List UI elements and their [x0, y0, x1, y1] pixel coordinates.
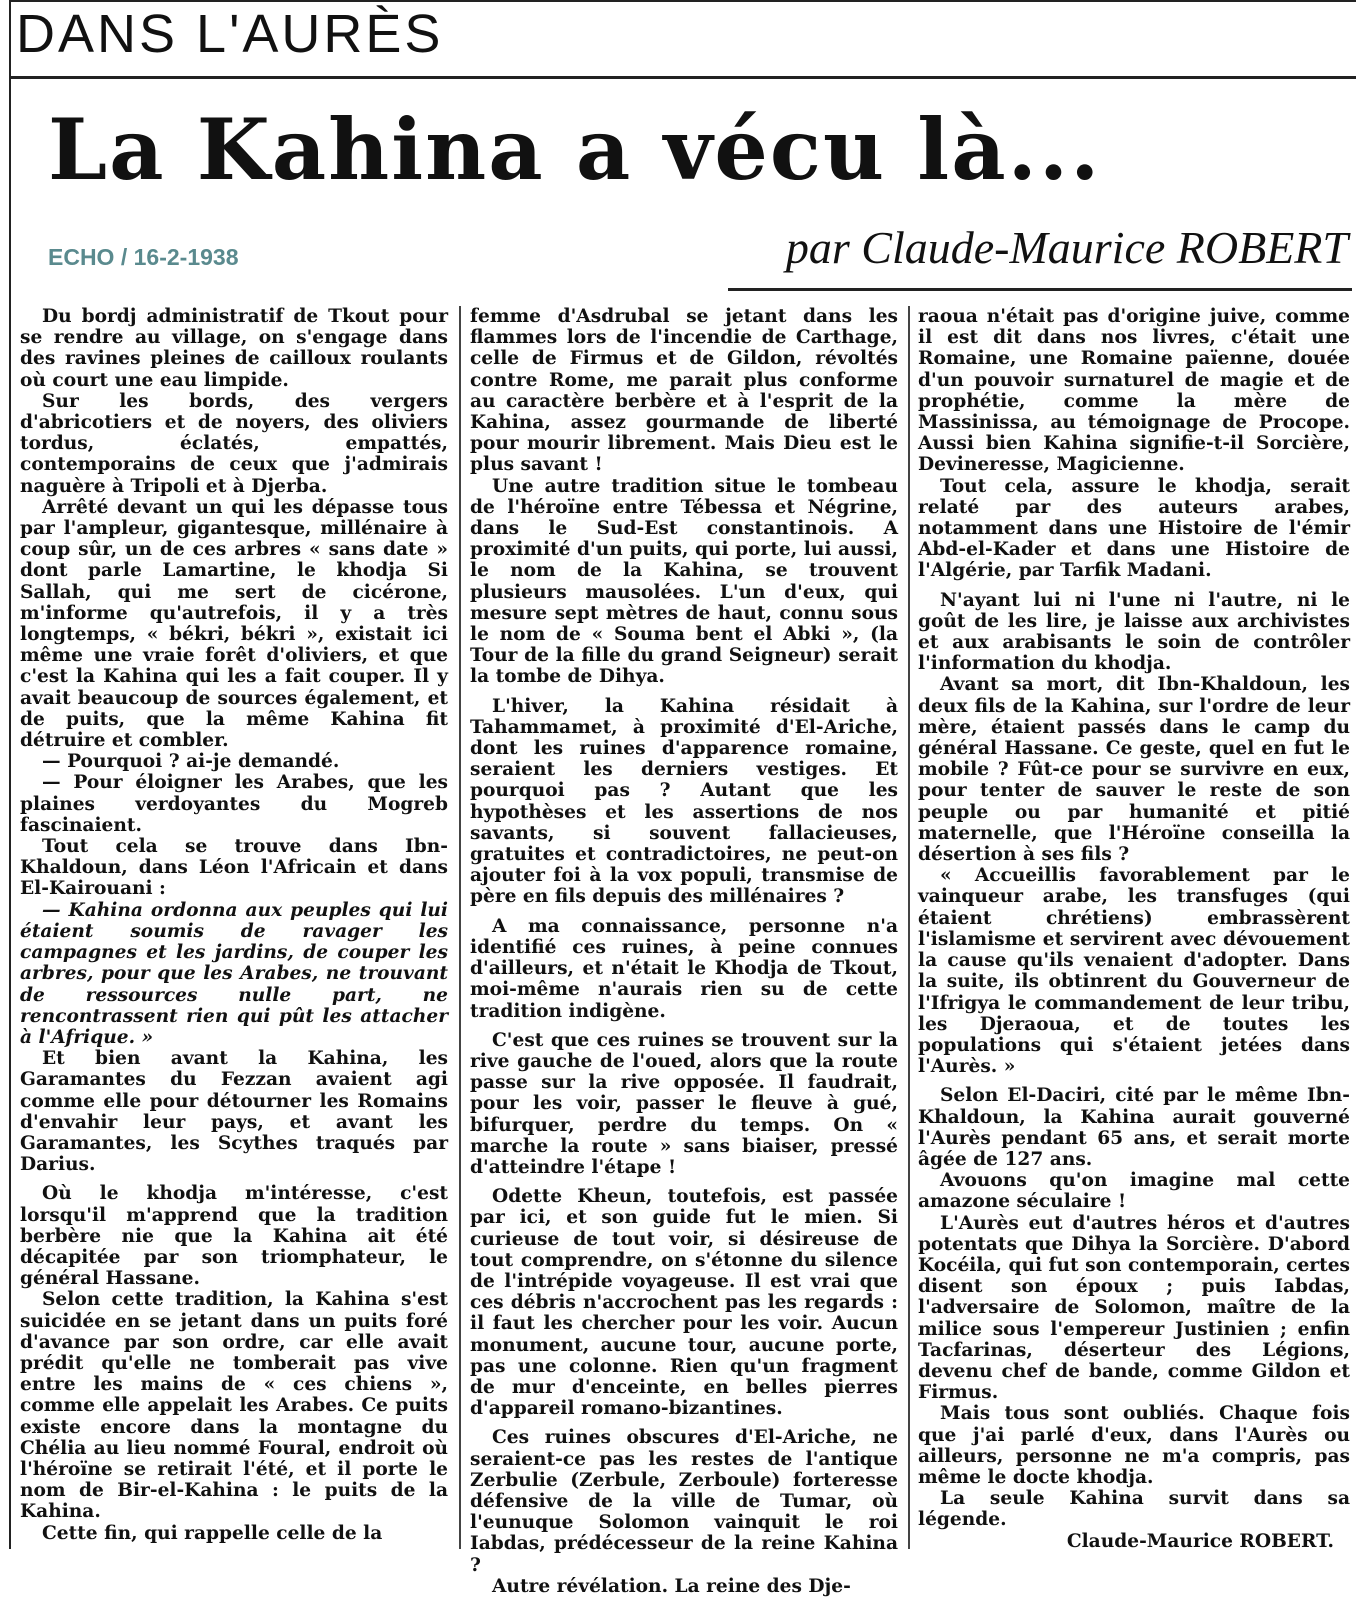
paragraph: Une autre tradition situe le tombeau de l'héroïne entre Tébessa et Négrine, dans le Sud-Est constantinois. A proximité d'un puits, qui porte, lui aussi, le nom de la Kahina, se trouvent plusieurs mausolées. L'un d'eux, qui mesure sept mètres de haut, connu sous le nom de « Souma bent el Abki », (la Tour de la fille du grand Seigneur) serait la tombe de Dihya. [470, 475, 898, 688]
column-divider [908, 306, 910, 1549]
section-kicker: DANS L'AURÈS [16, 4, 444, 64]
paragraph: La seule Kahina survit dans sa légende. [918, 1488, 1350, 1531]
byline: par Claude-Maurice ROBERT [785, 222, 1348, 273]
paragraph: Avouons qu'on imagine mal cette amazone séculaire ! [918, 1170, 1350, 1213]
paragraph: Tout cela, assure le khodja, serait relaté par des auteurs arabes, notamment dans une Histoire de l'émir Abd-el-Kader et dans une Histoire de l'Algérie, par Tarfik Madani. [918, 475, 1350, 582]
article-column-3 [918, 306, 1350, 1552]
article-column-2 [470, 306, 898, 1597]
paragraph: Arrêté devant un qui les dépasse tous par l'ampleur, gigantesque, millénaire à coup sûr, un de ces arbres « sans date » dont parle Lamartine, le khodja Si Sallah, qui me sert de cicérone, m'informe qu'autrefois, il y a très longtemps, « békri, békri », existait ici même une vraie forêt d'oliviers, et que c'est la Kahina qui les a fait couper. Il y avait beaucoup de sources également, et de puits, que la même Kahina fit détruire et combler. [20, 496, 448, 752]
paragraph: — Pourquoi ? ai-je demandé. [42, 751, 340, 773]
paragraph: Et bien avant la Kahina, les Garamantes du Fezzan avaient agi comme elle pour détourner les Romains d'envahir leur pays, et avant les Garamantes, les Scythes traqués par Darius. [20, 1048, 448, 1176]
paragraph: N'ayant lui ni l'une ni l'autre, ni le goût de les lire, je laisse aux archivistes et aux arabisants le soin de contrôler l'information du khodja. [918, 589, 1350, 675]
paragraph: Sur les bords, des vergers d'abricotiers et de noyers, des oliviers tordus, éclatés, empattés, contemporains de ceux que j'admirais naguère à Tripoli et à Djerba. [20, 390, 448, 497]
paragraph: Autre révélation. La reine des Dje- [492, 1575, 851, 1597]
paragraph: L'hiver, la Kahina résidait à Tahammamet, à proximité d'El-Ariche, dont les ruines d'apparence romaine, seraient les derniers vestiges. Et pourquoi pas ? Autant que les hypothèses et les assertions de nos savants, si souvent fallacieuses, gratuites et contradictoires, ne peut-on ajouter foi à la vox populi, transmise de père en fils depuis des millénaires ? [470, 695, 898, 908]
paragraph: Selon El-Daciri, cité par le même Ibn-Khaldoun, la Kahina aurait gouverné l'Aurès pendant 65 ans, et serait morte âgée de 127 ans. [918, 1085, 1350, 1170]
column-divider [459, 306, 461, 1549]
paragraph: Avant sa mort, dit Ibn-Khaldoun, les deux fils de la Kahina, sur l'ordre de leur mère, étaient passés dans le camp du général Hassane. Ce geste, quel en fut le mobile ? Fût-ce pour se survivre en eux, pour tenter de sauver le reste de son peuple ou par humanité et pitié maternelle, que l'Héroïne conseilla la désertion à ses fils ? [918, 674, 1350, 866]
source-stamp: ECHO / 16-2-1938 [48, 244, 239, 270]
paragraph: A ma connaissance, personne n'a identifié ces ruines, à peine connues d'ailleurs, et n'était le Khodja de Tkout, moi-même n'aurais rien su de cette tradition indigène. [470, 915, 898, 1022]
left-border-rule [9, 0, 11, 1549]
paragraph: — Pour éloigner les Arabes, que les plaines verdoyantes du Mogreb fascinaient. [20, 772, 448, 836]
byline-rule [728, 288, 1352, 291]
paragraph: Cette fin, qui rappelle celle de la [42, 1522, 383, 1544]
paragraph: raoua n'était pas d'origine juive, comme il est dit dans nos livres, c'était une Romaine, une Romaine païenne, douée d'un pouvoir surnaturel de magie et de prophétie, comme la mère de Massinissa, au témoignage de Procope. Aussi bien Kahina signifie-t-il Sorcière, Devineresse, Magicienne. [918, 306, 1350, 476]
headline: La Kahina a vécu là... [48, 100, 1102, 199]
paragraph: « Accueillis favorablement par le vainqueur arabe, les transfuges (qui étaient chrétiens) embrassèrent l'islamisme et servirent avec dévouement la cause qu'ils venaient d'adopter. Dans la suite, ils obtinrent du Gouverneur de l'Ifrigya le commandement de leur tribu, les Djeraoua, et de toutes les populations qui s'étaient jetées dans l'Aurès. » [918, 865, 1350, 1078]
paragraph: C'est que ces ruines se trouvent sur la rive gauche de l'oued, alors que la route passe sur la rive opposée. Il faudrait, pour les voir, passer le fleuve à gué, bifurquer, perdre du temps. On « marche la route » sans biaiser, pressé d'atteindre l'étape ! [470, 1029, 898, 1178]
paragraph: Odette Kheun, toutefois, est passée par ici, et son guide fut le mien. Si curieuse de tout voir, si désireuse de tout comprendre, on s'étonne du silence de l'intrépide voyageuse. Il est vrai que ces débris n'accrochent pas les regards : il faut les chercher pour les voir. Aucun monument, aucune tour, aucune porte, pas une colonne. Rien qu'un fragment de mur d'enceinte, en belles pierres d'appareil romano-bizantines. [470, 1186, 898, 1420]
paragraph: femme d'Asdrubal se jetant dans les flammes lors de l'incendie de Carthage, celle de Firmus et de Gildon, révoltés contre Rome, me parait plus conforme au caractère berbère et à l'esprit de la Kahina, assez gourmande de liberté pour mourir librement. Mais Dieu est le plus savant ! [470, 306, 898, 476]
paragraph: Mais tous sont oubliés. Chaque fois que j'ai parlé d'eux, dans l'Aurès ou ailleurs, personne ne m'a compris, pas même le docte khodja. [918, 1403, 1350, 1488]
paragraph: Tout cela se trouve dans Ibn-Khaldoun, dans Léon l'Africain et dans El-Kairouani : [20, 836, 448, 900]
signature: Claude-Maurice ROBERT. [1066, 1530, 1334, 1552]
paragraph: L'Aurès eut d'autres héros et d'autres potentats que Dihya la Sorcière. D'abord Kocéila, qui fut son contemporain, certes disent son époux ; puis Iabdas, l'adversaire de Solomon, maître de la milice sous l'empereur Justinien ; enfin Tacfarinas, déserteur des Légions, devenu chef de bande, comme Gildon et Firmus. [918, 1212, 1350, 1404]
paragraph: Ces ruines obscures d'El-Ariche, ne seraient-ce pas les restes de l'antique Zerbulie (Zerbule, Zerboule) forteresse défensive de la ville de Tumar, où l'eunuque Solomon vainquit le roi Iabdas, prédécesseur de la reine Kahina ? [470, 1427, 898, 1576]
paragraph: Où le khodja m'intéresse, c'est lorsqu'il m'apprend que la tradition berbère nie que la Kahina ait été décapitée par son triomphateur, le général Hassane. [20, 1183, 448, 1290]
article-column-1 [20, 306, 448, 1549]
quoted-paragraph: — Kahina ordonna aux peuples qui lui étaient soumis de ravager les campagnes et les jardins, de couper les arbres, pour que les Arabes, ne trouvant de ressources nulle part, ne rencontrassent rien qui pût les attacher à l'Afrique. » [20, 899, 448, 1048]
paragraph: Selon cette tradition, la Kahina s'est suicidée en se jetant dans un puits foré d'avance par son ordre, car elle avait prédit qu'elle ne tomberait pas vive entre les mains de « ces chiens », comme elle appelait les Arabes. Ce puits existe encore dans la montagne du Chélia au lieu nommé Foural, endroit où l'héroïne se retirait l'été, et il porte le nom de Bir-el-Kahina : le puits de la Kahina. [20, 1289, 448, 1523]
top-border-rule [9, 0, 1356, 2]
kicker-rule [9, 76, 1356, 79]
paragraph: Du bordj administratif de Tkout pour se rendre au village, on s'engage dans des ravines pleines de cailloux roulants où court une eau limpide. [20, 306, 448, 391]
